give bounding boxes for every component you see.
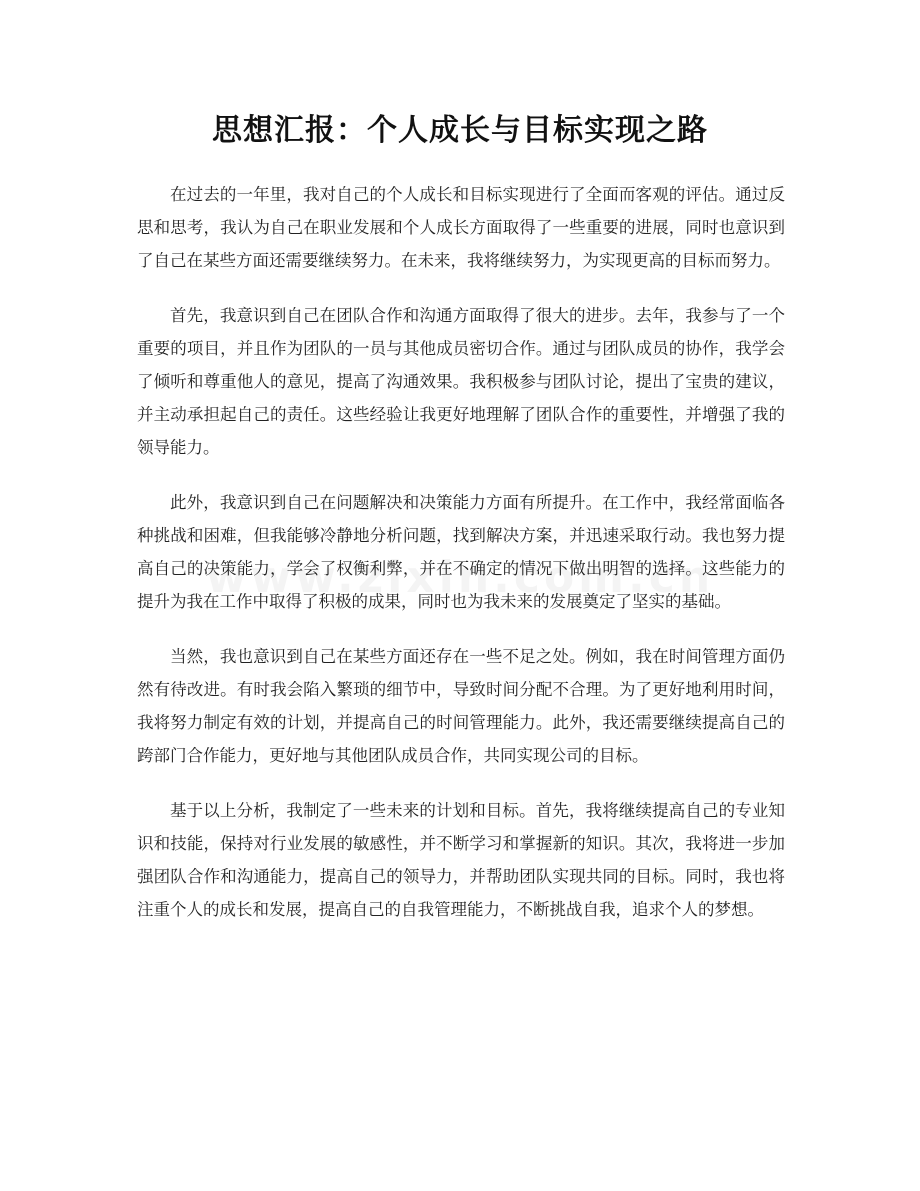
paragraph-4: 当然，我也意识到自己在某些方面还存在一些不足之处。例如，我在时间管理方面仍然有待改进。有时我会陷入繁琐的细节中，导致时间分配不合理。为了更好地利用时间，我将努力制定有效的计划，并提高自己的时间管理能力。此外，我还需要继续提高自己的跨部门合作能力，更好地与其他团队成员合作，共同实现公司的目标。: [137, 647, 785, 765]
document-title: 思想汇报：个人成长与目标实现之路: [212, 113, 708, 148]
paragraph-3: 此外，我意识到自己在问题解决和决策能力方面有所提升。在工作中，我经常面临各种挑战和困难，但我能够冷静地分析问题，找到解决方案，并迅速采取行动。我也努力提高自己的决策能力，学会了权衡利弊，并在不确定的情况下做出明智的选择。这些能力的提升为我在工作中取得了积极的成果，同时也为我未来的发展奠定了坚实的基础。: [137, 493, 785, 611]
paragraph-1: 在过去的一年里，我对自己的个人成长和目标实现进行了全面而客观的评估。通过反思和思考，我认为自己在职业发展和个人成长方面取得了一些重要的进展，同时也意识到了自己在某些方面还需要继续努力。在未来，我将继续努力，为实现更高的目标而努力。: [137, 185, 785, 270]
paragraph-5: 基于以上分析，我制定了一些未来的计划和目标。首先，我将继续提高自己的专业知识和技能，保持对行业发展的敏感性，并不断学习和掌握新的知识。其次，我将进一步加强团队合作和沟通能力，提高自己的领导力，并帮助团队实现共同的目标。同时，我也将注重个人的成长和发展，提高自己的自我管理能力，不断挑战自我，追求个人的梦想。: [137, 801, 785, 919]
paragraph-2: 首先，我意识到自己在团队合作和沟通方面取得了很大的进步。去年，我参与了一个重要的项目，并且作为团队的一员与其他成员密切合作。通过与团队成员的协作，我学会了倾听和尊重他人的意见，提高了沟通效果。我积极参与团队讨论，提出了宝贵的建议，并主动承担起自己的责任。这些经验让我更好地理解了团队合作的重要性，并增强了我的领导能力。: [137, 306, 785, 457]
document-body: [137, 178, 785, 948]
